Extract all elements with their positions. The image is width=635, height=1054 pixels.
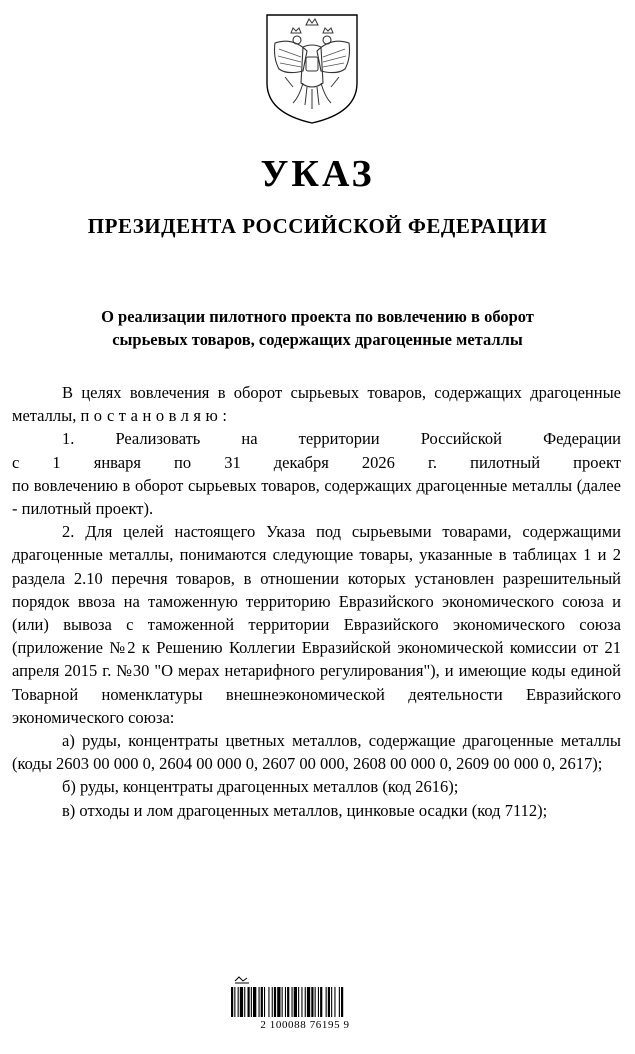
barcode-bar	[244, 987, 245, 1017]
barcode-bar	[292, 987, 293, 1017]
item-2-paragraph: 2. Для целей настоящего Указа под сырьевыми товарами, содержащими драгоценные металлы, понимаются следующие товары, указанные в таблицах 1 и 2 раздела 2.10 перечня товаров, в отношении которых установлен разрешительный порядок ввоза на таможенную территорию Евразийского экономического союза и (или) вывоза с таможенной территории Евразийского экономического союза (приложение №2 к Решению Коллегии Евразийской экономической комиссии от 21 апреля 2015 г. №30 "О мерах нетарифного регулирования"), и имеющие коды единой Товарной номенклатуры внешнеэкономической деятельности Евразийского экономического союза:	[12, 522, 621, 727]
barcode-digits: 2 100088 76195 9	[260, 1019, 350, 1031]
barcode-bar	[261, 987, 263, 1017]
barcode-bar	[285, 987, 286, 1017]
item-1-rest: по вовлечению в оборот сырьевых товаров, содержащих драгоценные металлы (далее - пилотный проект).	[12, 475, 621, 519]
document-subtitle: ПРЕЗИДЕНТА РОССИЙСКОЙ ФЕДЕРАЦИИ	[87, 214, 548, 238]
stamp-mark-icon	[235, 977, 249, 983]
barcode-bar	[277, 987, 280, 1017]
preamble-text: В целях вовлечения в оборот сырьевых товаров, содержащих драгоценные металлы,	[12, 383, 621, 426]
barcode-bar	[298, 987, 299, 1017]
preamble-paragraph	[12, 381, 621, 427]
barcode-bar	[268, 987, 269, 1017]
barcode-bar	[264, 987, 265, 1017]
decree-word: постановляю	[80, 406, 223, 426]
barcode-bar	[331, 987, 332, 1017]
barcode-bar	[320, 987, 322, 1017]
barcode-bar	[341, 987, 343, 1017]
barcode-bar	[294, 987, 297, 1017]
barcode-bar	[240, 987, 243, 1017]
preamble-colon: :	[222, 406, 227, 426]
barcode-bar	[248, 987, 250, 1017]
barcode-bar	[305, 987, 306, 1017]
barcode-bar	[274, 987, 276, 1017]
item-1-line-1: 1. Реализовать на территории Российской Федерации	[62, 429, 621, 449]
barcode-bar	[272, 987, 273, 1017]
barcode-bar	[315, 987, 316, 1017]
subject-line-1: О реализации пилотного проекта по вовлечению в оборот	[101, 307, 534, 326]
item-1-line-2: с 1 января по 31 декабря 2026 г. пилотный проект	[12, 452, 621, 472]
barcode-bar	[282, 987, 283, 1017]
item-2c-paragraph: в) отходы и лом драгоценных металлов, цинковые осадки (код 7112);	[62, 800, 548, 820]
barcode-bar	[238, 987, 239, 1017]
barcode-bar	[259, 987, 260, 1017]
barcode-bar	[334, 987, 335, 1017]
barcode-bar	[234, 987, 235, 1017]
barcode-bar	[251, 987, 252, 1017]
barcode-bar	[318, 987, 319, 1017]
item-2b-paragraph: б) руды, концентраты драгоценных металлов (код 2616);	[62, 777, 459, 797]
barcode-bar	[301, 987, 302, 1017]
barcode-bar	[339, 987, 340, 1017]
barcode-bar	[307, 987, 310, 1017]
barcode-bar	[287, 987, 289, 1017]
barcode-bar	[231, 987, 233, 1017]
barcode-bar	[253, 987, 256, 1017]
coat-of-arms-icon	[263, 13, 361, 125]
decree-body	[12, 381, 621, 822]
item-2a-paragraph: а) руды, концентраты цветных металлов, содержащие драгоценные металлы (коды 2603 00 000 0, 2604 00 000 0, 2607 00 000, 2608 00 000 0, 2609 00 000 0, 2617);	[12, 731, 621, 774]
barcode-bar	[311, 987, 313, 1017]
document-title: УКАЗ	[260, 153, 375, 195]
subject-line-2: сырьевых товаров, содержащих драгоценные металлы	[112, 330, 523, 349]
decree-subject	[30, 305, 605, 351]
barcode-bar	[328, 987, 330, 1017]
barcode-bar	[326, 987, 327, 1017]
